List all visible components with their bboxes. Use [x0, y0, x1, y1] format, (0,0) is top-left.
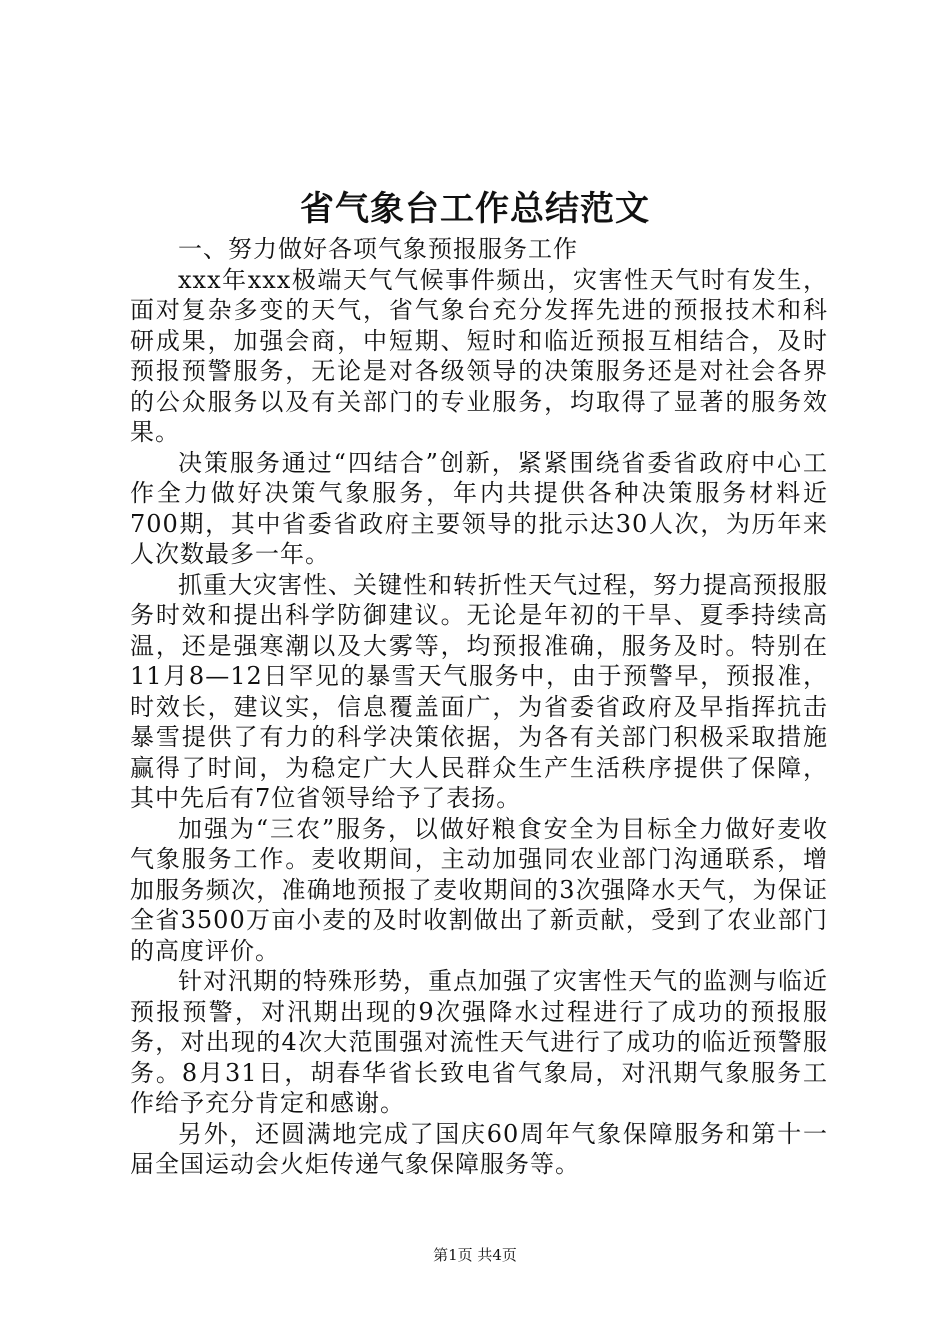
- paragraph-disaster-weather: 抓重大灾害性、关键性和转折性天气过程，努力提高预报服务时效和提出科学防御建议。无论是年初的干旱、夏季持续高温，还是强寒潮以及大雾等，均预报准确，服务及时。特别在11月8—12日罕见的暴雪天气服务中，由于预警早，预报准，时效长，建议实，信息覆盖面广，为省委省政府及早指挥抗击暴雪提供了有力的科学决策依据，为各有关部门积极采取措施赢得了时间，为稳定广大人民群众生产生活秩序提供了保障，其中先后有7位省领导给予了表扬。: [130, 570, 828, 812]
- paragraph-decision-service: 决策服务通过“四结合”创新，紧紧围绕省委省政府中心工作全力做好决策气象服务，年内共提供各种决策服务材料近700期，其中省委省政府主要领导的批示达30人次，为历年来人次数最多一年。: [130, 448, 828, 568]
- page-indicator: 第1页 共4页: [433, 1246, 517, 1264]
- paragraph-forecast-overview: xxx年xxx极端天气气候事件频出，灾害性天气时有发生，面对复杂多变的天气，省气象台充分发挥先进的预报技术和科研成果，加强会商，中短期、短时和临近预报互相结合，及时预报预警服务，无论是对各级领导的决策服务还是对社会各界的公众服务以及有关部门的专业服务，均取得了显著的服务效果。: [130, 265, 828, 446]
- document-title: 省气象台工作总结范文: [300, 189, 650, 229]
- section-heading: 一、努力做好各项气象预报服务工作: [178, 235, 578, 263]
- paragraph-agriculture-service: 加强为“三农”服务，以做好粮食安全为目标全力做好麦收气象服务工作。麦收期间，主动加强同农业部门沟通联系，增加服务频次，准确地预报了麦收期间的3次强降水天气，为保证全省3500万亩小麦的及时收割做出了新贡献，受到了农业部门的高度评价。: [130, 814, 828, 965]
- page-footer: [0, 1244, 950, 1266]
- paragraph-other-services: 另外，还圆满地完成了国庆60周年气象保障服务和第十一届全国运动会火炬传递气象保障服务等。: [130, 1119, 828, 1178]
- document-body: [130, 234, 828, 1180]
- paragraph-flood-season: 针对汛期的特殊形势，重点加强了灾害性天气的监测与临近预报预警，对汛期出现的9次强降水过程进行了成功的预报服务，对出现的4次大范围强对流性天气进行了成功的临近预警服务。8月31日，胡春华省长致电省气象局，对汛期气象服务工作给予充分肯定和感谢。: [130, 967, 828, 1117]
